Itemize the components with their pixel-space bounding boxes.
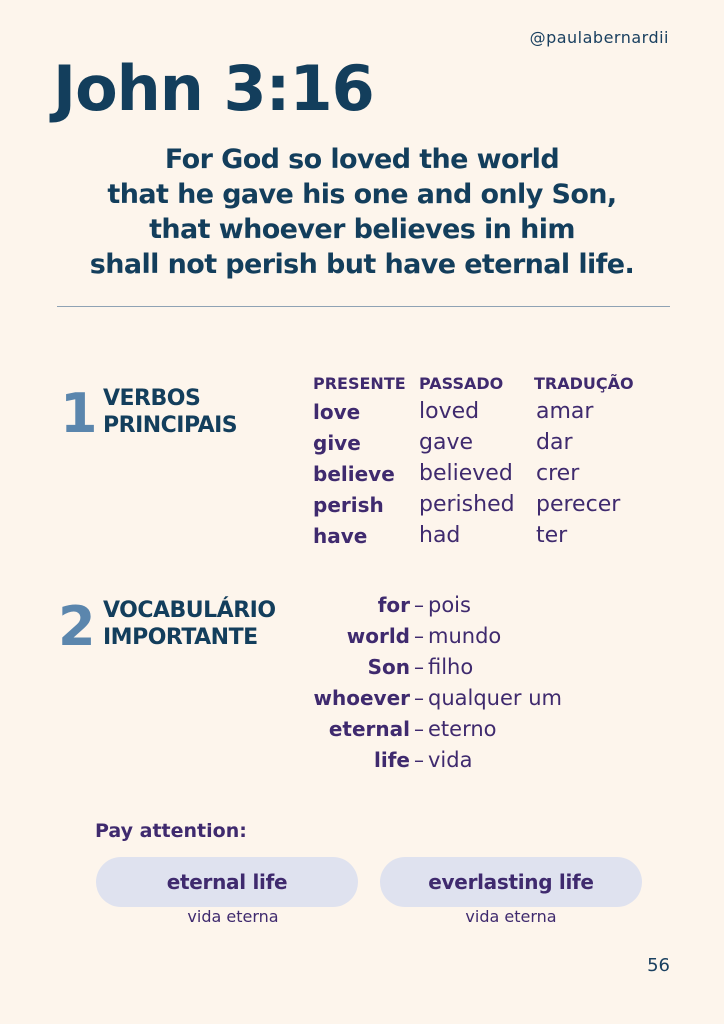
verb-past: loved [419,399,480,424]
verb-past: had [419,523,461,548]
vocab-term: for [377,592,410,617]
vocab-list [300,589,562,775]
section-title [103,597,276,651]
page-number: 56 [647,955,670,976]
vocab-translation: vida [428,747,473,772]
vocab-translation: pois [428,592,471,617]
vocab-term: Son [367,654,410,679]
vocab-term: world [346,623,410,648]
vocab-dash: – [414,747,424,772]
table-row [313,520,646,551]
list-item [300,713,562,744]
vocab-term: eternal [328,716,410,741]
vocab-translation: qualquer um [428,685,562,710]
section-title-line: IMPORTANTE [103,625,258,650]
verb-translation: dar [536,430,573,455]
column-header: PRESENTE [313,374,406,393]
verb-present: perish [313,492,384,517]
verb-past: perished [419,492,515,517]
verb-past: gave [419,430,474,455]
verb-translation: amar [536,399,594,424]
list-item [300,744,562,775]
verse-line: shall not perish but have eternal life. [89,249,635,280]
section-title-line: PRINCIPAIS [103,413,238,438]
column-header: PASSADO [419,374,504,393]
section-number: 1 [60,382,98,445]
divider [57,306,670,307]
section-title-line: VERBOS [103,386,201,411]
term-translation: vida eterna [465,907,557,926]
verb-present: believe [313,461,395,486]
verb-translation: crer [536,461,580,486]
verb-past: believed [419,461,513,486]
vocab-dash: – [414,623,424,648]
list-item [300,651,562,682]
list-item [300,589,562,620]
term-pill: eternal life [96,857,358,907]
term-translation: vida eterna [187,907,279,926]
verb-translation: ter [536,523,568,548]
verbs-table [313,372,646,551]
vocab-translation: mundo [428,623,502,648]
list-item [300,620,562,651]
vocab-translation: eterno [428,716,497,741]
section-title [103,385,237,439]
table-row [313,489,646,520]
section-title-line: VOCABULÁRIO [103,598,276,623]
vocab-dash: – [414,716,424,741]
verse-line: that whoever believes in him [149,214,575,245]
author-handle: @paulabernardii [529,28,669,47]
verse-line: that he gave his one and only Son, [107,179,617,210]
list-item [300,682,562,713]
vocab-term: life [374,747,410,772]
verb-present: love [313,399,361,424]
column-header: TRADUÇÃO [534,374,634,393]
verbs-table-header [313,372,646,396]
verb-translation: perecer [536,492,621,517]
attention-label: Pay attention: [95,820,247,842]
term-pill: everlasting life [380,857,642,907]
table-row [313,427,646,458]
table-row [313,458,646,489]
vocab-translation: filho [428,654,474,679]
verb-present: give [313,430,361,455]
verse-text [0,142,724,282]
vocab-dash: – [414,654,424,679]
vocab-term: whoever [313,685,410,710]
vocab-dash: – [414,685,424,710]
verse-line: For God so loved the world [164,144,560,175]
table-row [313,396,646,427]
vocab-dash: – [414,592,424,617]
section-number: 2 [58,595,96,658]
verb-present: have [313,523,368,548]
page-title: John 3:16 [53,52,374,125]
